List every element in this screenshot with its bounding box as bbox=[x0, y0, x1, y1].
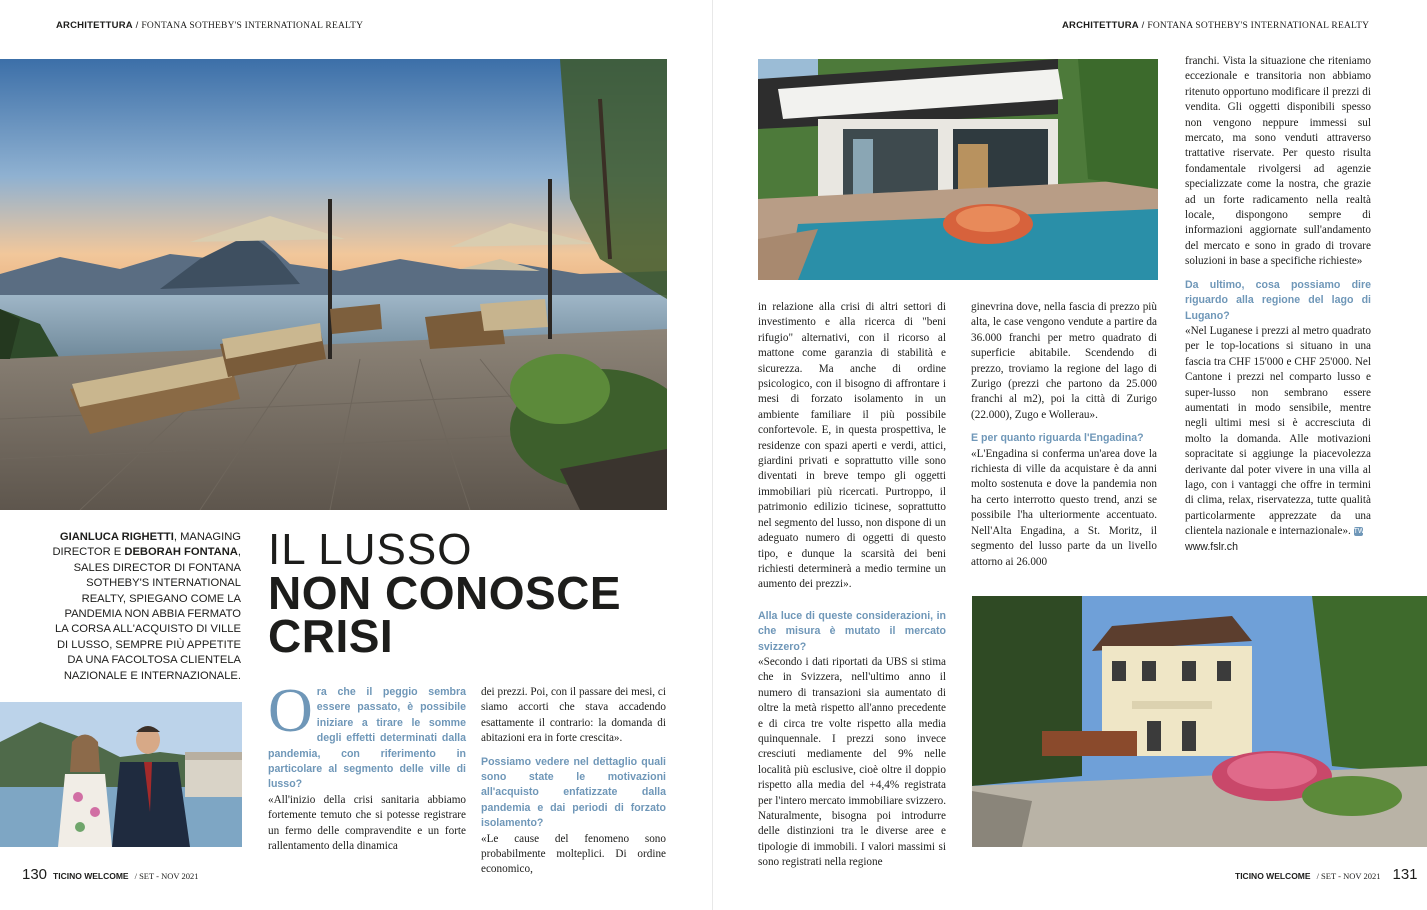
folio-left: 130 TICINO WELCOME / SET - NOV 2021 bbox=[22, 866, 199, 883]
running-head-right: ARCHITETTURA / FONTANA SOTHEBY'S INTERNATIONAL REALTY bbox=[1062, 20, 1370, 31]
answer-4-cont: franchi. Vista la situazione che riteniamo eccezionale e transitoria non abbiamo ritenuto opportuno modificare il prezzi di vendita. Gli oggetti disponibili spesso non vengono neppure immessi sul mercato, ma sono venduti attraverso trattative riservate. Per questo risulta fondamentale rivolgersi ad agenzie specializzate come la nostra, che grazie ad un forte radicamento nella realtà locale, dispongono sempre di informazioni aggiornate sull'andamento del mercato e sono in grado di trovare soluzioni in base a specifiche richieste» bbox=[1185, 55, 1371, 268]
question-4: E per quanto riguarda l'Engadina? bbox=[971, 432, 1144, 445]
answer-1: «All'inizio della crisi sanitaria abbiamo fortemente temuto che si potesse registrare un fermo delle compravendite e un forte rallentamento della dinamica bbox=[268, 793, 466, 853]
answer-3: «Secondo i dati riportati da UBS si stima che in Svizzera, nell'ultimo anno il numero di transazioni sia aumentato di oltre la metà rispetto all'anno precedente e di circa tre volte rispetto alla media quinquennale. I prezzi sono invece cresciuti mediamente del 9% nelle località più esclusive, cioè oltre il doppio rispetto alla media del +4,4% registrata per l'intero mercato immobiliare svizzero. Naturalmente, bisogna poi introdurre delle distinzioni tra le diverse aree e tipologie di immobili. I valori massimi si sono registrati nella regione bbox=[758, 655, 946, 869]
folio-right: TICINO WELCOME / SET - NOV 2021 131 bbox=[1235, 866, 1418, 883]
body-column-3 bbox=[758, 300, 946, 871]
article-deck: GIANLUCA RIGHETTI, MANAGING DIRECTOR E DEBORAH FONTANA, SALES DIRECTOR DI FONTANA SOTHEBY'S INTERNATIONAL REALTY, SPIEGANO COME LA PANDEMIA NON ABBIA FERMATO LA CORSA ALL'ACQUISTO DI VILLE DI LUSSO, SEMPRE PIÙ APPETITE DA UNA FACOLTOSA CLIENTELA NAZIONALE E INTERNAZIONALE. bbox=[52, 531, 241, 682]
drop-cap: O bbox=[268, 677, 313, 745]
running-head-left: ARCHITETTURA / FONTANA SOTHEBY'S INTERNATIONAL REALTY bbox=[56, 20, 364, 31]
terrace-lake-photo bbox=[0, 59, 667, 510]
left-page bbox=[0, 0, 713, 910]
answer-2-cont: in relazione alla crisi di altri settori di investimento e alla ricerca di "beni rifugio" alternativi, con il ricorso al mattone come garanzia di stabilità e sicurezza. Ma anche di ordine psicologico, con il bisogno di affrontare i mesi di forzato isolamento in un ambiente familiare il più possibile confortevole. E, in questa prospettiva, le residenze con spazi aperti e verdi, attici, giardini privati e soprattutto ville sono diventati in breve tempo gli oggetti immobiliari più ricercati. Purtroppo, il patrimonio edilizio ticinese, soprattutto nel segmento del lusso, non dispone di un adeguato numero di oggetti di questo tipo, e dunque la scarsità dei beni richiesti determinerà a medio termine un aumento dei prezzi». bbox=[758, 301, 946, 591]
question-2: Possiamo vedere nel dettaglio quali sono state le motivazioni all'acquisto enfatizzate dalla pandemia e dai periodi di forzato isolamento? bbox=[481, 755, 666, 830]
answer-3-cont: ginevrina dove, nella fascia di prezzo più alta, le case vengono vendute a partire da 36.000 franchi per metro quadrato di superficie abitabile. Scendendo di prezzo, troviamo la regione del lago di Zurigo (prezzi che partono da 25.000 franchi al m2), poi la città di Zurigo (22.000), Zugo e Wollerau». bbox=[971, 301, 1157, 421]
answer-1-cont: dei prezzi. Poi, con il passare dei mesi, ci siamo accorti che stava accadendo esattamente il contrario: la domanda di abitazioni era in forte crescita». bbox=[481, 686, 666, 745]
body-column-4 bbox=[971, 300, 1157, 570]
article-title bbox=[268, 525, 622, 662]
answer-2: «Le cause del fenomeno sono probabilmente molteplici. Di ordine economico, bbox=[481, 832, 666, 876]
villa-garden-photo bbox=[972, 596, 1427, 847]
title-line-2: NON CONOSCE bbox=[268, 567, 622, 619]
pool-villa-photo bbox=[758, 59, 1158, 280]
body-column-5 bbox=[1185, 54, 1371, 555]
answer-5: «Nel Luganese i prezzi al metro quadrato per le top-locations si situano in una fascia tra CHF 15'000 e CHF 25'000. Nel Cantone i prezzi nel comparto lusso e super-lusso non sembrano essere aumentati in modo sensibile, mentre negli ultimi mesi si è accresciuta di molto la domanda. Alle motivazioni sopracitate si aggiunge la piacevolezza derivante dal poter vivere in una villa al lago, con i vantaggi che offre in termini di clima, relax, riservatezza, tutte qualità particolarmente apprezzate da una clientela nazionale e internazionale». bbox=[1185, 324, 1371, 538]
question-1: ra che il peggio sembra essere passato, è possibile iniziare a tirare le somme degli effetti determinati dalla pandemia, con riferimento in particolare al segmento delle ville di lusso? bbox=[268, 686, 466, 791]
question-5: Da ultimo, cosa possiamo dire riguardo alla regione del lago di Lugano? bbox=[1185, 278, 1371, 322]
end-mark-icon: TW bbox=[1353, 528, 1365, 536]
answer-4: «L'Engadina si conferma un'area dove la richiesta di ville da acquistare è da anni molto sostenuta e dove la pandemia non ha certo interrotto questo trend, anzi se possibile l'ha ulteriormente accentuato. Nell'Alta Engadina, a St. Moritz, il segmento del lusso parte da un livello attorno ai 26.000 bbox=[971, 447, 1157, 568]
right-page bbox=[713, 0, 1427, 910]
website-link[interactable]: www.fslr.ch bbox=[1185, 540, 1238, 553]
body-column-2 bbox=[481, 685, 666, 878]
title-line-3: CRISI bbox=[268, 610, 394, 662]
question-3: Alla luce di queste considerazioni, in che misura è mutato il mercato svizzero? bbox=[758, 609, 946, 653]
title-line-1: IL LUSSO bbox=[268, 525, 473, 574]
portrait-photo bbox=[0, 702, 242, 847]
body-column-1 bbox=[268, 677, 466, 854]
